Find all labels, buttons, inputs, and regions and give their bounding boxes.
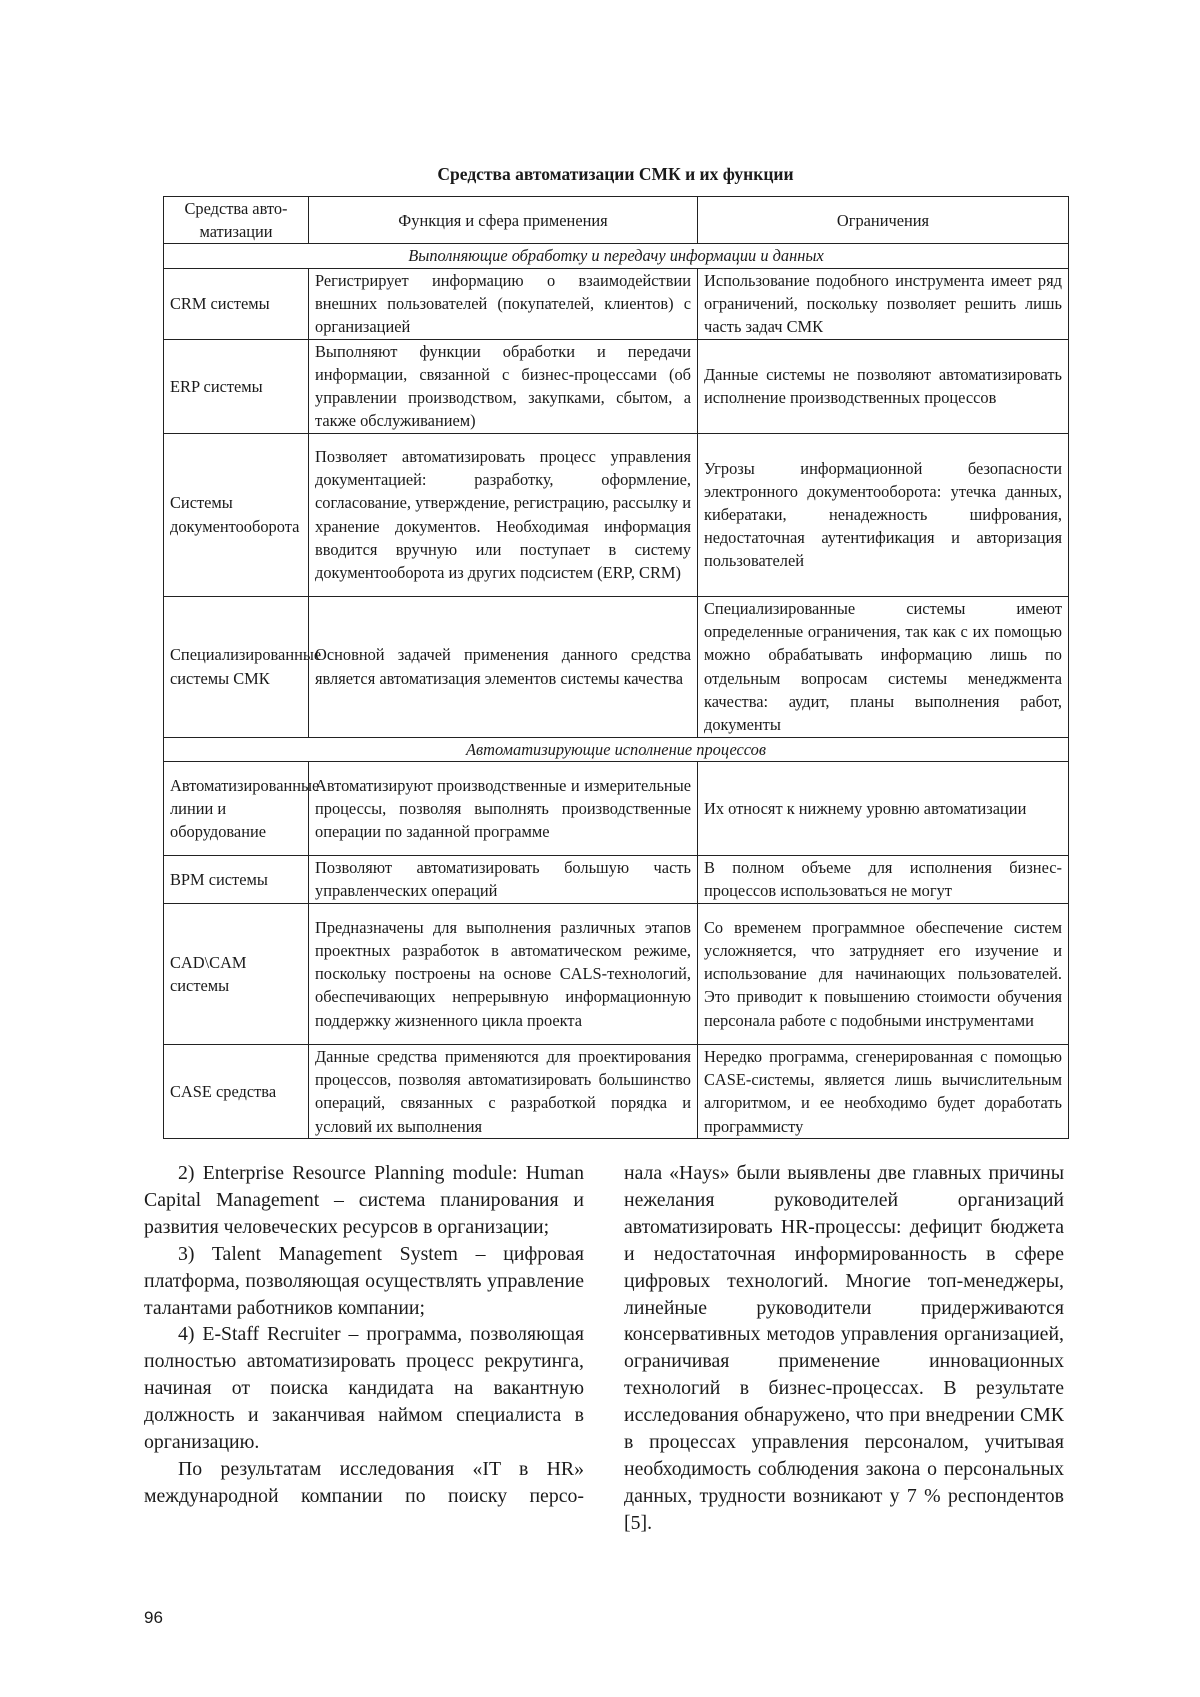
body-paragraph: По результатам исследования «IT в HR» международной компании по поиску персо- [144, 1457, 584, 1507]
function-cell: Позволяют автоматизировать большую часть управленческих операций [309, 855, 698, 903]
body-paragraph: 4) E-Staff Recruiter – программа, позволяющая полностью автоматизировать процесс рекрутинга, начиная от поиска кандидата на вакантную должность и заканчивая наймом специалиста в организацию. [144, 1323, 584, 1454]
table-row [164, 596, 1069, 737]
table-row [164, 433, 1069, 596]
table-row [164, 761, 1069, 855]
table-caption: Средства автоматизации СМК и их функции [437, 164, 794, 184]
tool-cell: CASE средства [164, 1044, 309, 1138]
body-paragraph: 2) Enterprise Resource Planning module: Human Capital Management – система планирования и развития человеческих ресурсов в организации; [144, 1162, 584, 1238]
table-row [164, 1044, 1069, 1138]
function-cell: Автоматизируют производственные и измерительные процессы, позволяя выполнять производственные операции по заданной программе [309, 761, 698, 855]
tool-cell: CAD\CAM системы [164, 903, 309, 1044]
table-row [164, 903, 1069, 1044]
limitations-cell: Их относят к нижнему уровню автоматизации [698, 761, 1069, 855]
limitations-cell: Данные системы не позволяют автоматизировать исполнение производственных процессов [698, 339, 1069, 433]
tool-cell: BPM системы [164, 855, 309, 903]
section-header-row [164, 244, 1069, 268]
table-row [164, 339, 1069, 433]
smk-tools-table [163, 196, 1069, 1139]
function-cell: Предназначены для выполнения различных этапов проектных разработок в автоматическом режиме, поскольку построены на основе CALS-технологий, обеспечивающих непрерывную информационную поддержку жизненного цикла проекта [309, 903, 698, 1044]
body-paragraph: нала «Hays» были выявлены две главных причины нежелания руководителей организаций автоматизировать HR-процессы: дефицит бюджета и недостаточная информированность в сфере цифровых технологий. Многие топ-менеджеры, линейные руководители придерживаются консервативных методов управления организацией, ограничивая применение инновационных технологий в бизнес-процессах. В результате исследования обнаружено, что при внедрении СМК в процессах управления персоналом, учитывая необходимость соблюдения закона о персональных данных, трудности возникают у 7 % респондентов [5]. [624, 1162, 1064, 1534]
limitations-cell: Со временем программное обеспечение систем усложняется, что затрудняет его изучение и использование для начинающих пользователей. Это приводит к повышению стоимости обучения персонала работе с подобными инструментами [698, 903, 1069, 1044]
tool-cell: Системы документооборота [164, 433, 309, 596]
table-row [164, 855, 1069, 903]
tool-cell: Автоматизированные линии и оборудование [164, 761, 309, 855]
function-cell: Регистрирует информацию о взаимодействии внешних пользователей (покупателей, клиентов) с организацией [309, 268, 698, 339]
function-cell: Позволяет автоматизировать процесс управления документацией: разработку, оформление, согласование, утверждение, регистрацию, рассылку и хранение документов. Необходимая информация вводится вручную или поступает в систему документооборота из других подсистем (ERP, CRM) [309, 433, 698, 596]
function-cell: Данные средства применяются для проектирования процессов, позволяя автоматизировать большинство операций, связанных с разработкой порядка и условий их выполнения [309, 1044, 698, 1138]
table-header-row [164, 197, 1069, 244]
header-limitations: Ограничения [698, 197, 1069, 244]
header-function: Функция и сфера применения [309, 197, 698, 244]
body-paragraph: 3) Talent Management System – цифровая платформа, позволяющая осуществлять управление талантами работников компании; [144, 1242, 584, 1319]
function-cell: Выполняют функции обработки и передачи информации, связанной с бизнес-процессами (об управлении производством, закупками, сбытом, а также обслуживанием) [309, 339, 698, 433]
page-number: 96 [144, 1608, 163, 1627]
tool-cell: CRM системы [164, 268, 309, 339]
limitations-cell: Нередко программа, сгенерированная с помощью CASE-системы, является лишь вычислительным алгоритмом, и ее необходимо будет доработать программисту [698, 1044, 1069, 1138]
header-tool: Средства авто-матизации [164, 197, 309, 244]
limitations-cell: Угрозы информационной безопасности электронного документооборота: утечка данных, кибератаки, ненадежность шифрования, недостаточная аутентификация и авторизация пользователей [698, 433, 1069, 596]
limitations-cell: Специализированные системы имеют определенные ограничения, так как с их помощью можно обрабатывать информацию лишь по отдельным вопросам системы менеджмента качества: аудит, планы выполнения работ, документы [698, 596, 1069, 737]
table-row [164, 268, 1069, 339]
body-column-left [144, 1160, 584, 1510]
section-title: Автоматизирующие исполнение процессов [164, 737, 1069, 761]
body-column-right [624, 1160, 1064, 1537]
limitations-cell: Использование подобного инструмента имеет ряд ограничений, поскольку позволяет решить лишь часть задач СМК [698, 268, 1069, 339]
section-title: Выполняющие обработку и передачу информации и данных [164, 244, 1069, 268]
limitations-cell: В полном объеме для исполнения бизнес-процессов использоваться не могут [698, 855, 1069, 903]
tool-cell: Специализированные системы СМК [164, 596, 309, 737]
section-header-row [164, 737, 1069, 761]
tool-cell: ERP системы [164, 339, 309, 433]
function-cell: Основной задачей применения данного средства является автоматизация элементов системы качества [309, 596, 698, 737]
